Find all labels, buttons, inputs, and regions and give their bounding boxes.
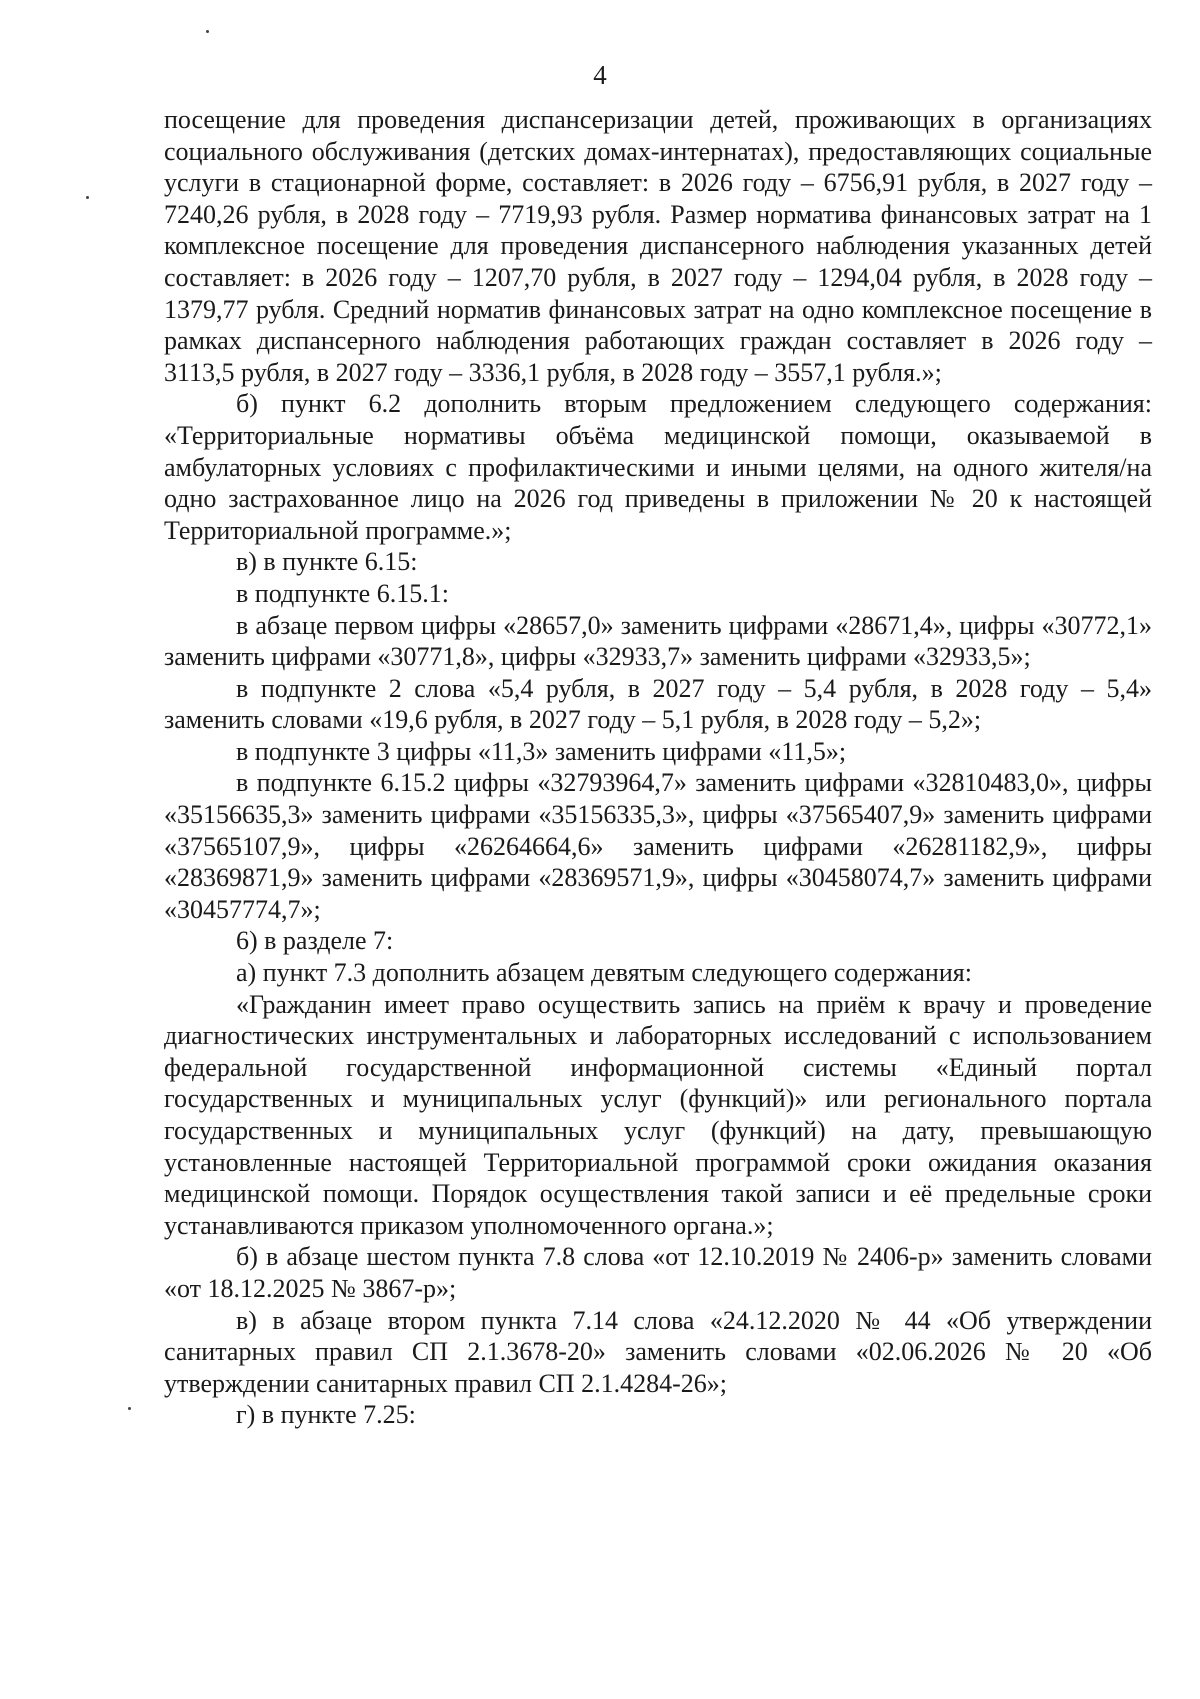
page-number: 4 xyxy=(593,60,607,90)
scan-speck xyxy=(86,196,89,199)
paragraph-item-b-6-2: б) пункт 6.2 дополнить вторым предложением следующего содержания: «Территориальные нормативы объёма медицинской помощи, оказываемой в амбулаторных условиях с профилактическими и иными целями, на одного жителя/на одно застрахованное лицо на 2026 год приведены в приложении № 20 к настоящей Территориальной программе.»; xyxy=(164,389,1152,545)
paragraph-subitem-3: в подпункте 3 цифры «11,3» заменить цифрами «11,5»; xyxy=(236,736,847,766)
scan-speck xyxy=(128,1407,131,1410)
paragraph-subitem-6-15-2: в подпункте 6.15.2 цифры «32793964,7» заменить цифрами «32810483,0», цифры «35156635,3» заменить цифрами «35156335,3», цифры «37565407,9» заменить цифрами «37565107,9», цифры «26264664,6» заменить цифрами «26281182,9», цифры «28369871,9» заменить цифрами «28369571,9», цифры «30458074,7» заменить цифрами «30457774,7»; xyxy=(164,768,1152,924)
paragraph-item-g-7-25: г) в пункте 7.25: xyxy=(236,1400,416,1430)
paragraph-subitem-2: в подпункте 2 слова «5,4 рубля, в 2027 году – 5,4 рубля, в 2028 году – 5,4» заменить словами «19,6 рубля, в 2027 году – 5,1 рубля, в 2028 году – 5,2»; xyxy=(164,673,1152,735)
scan-speck xyxy=(206,30,209,33)
paragraph-item-v-7-14: в) в абзаце втором пункта 7.14 слова «24.12.2020 № 44 «Об утверждении санитарных правил СП 2.1.3678-20» заменить словами «02.06.2026 № 20 «Об утверждении санитарных правил СП 2.1.4284-26»; xyxy=(164,1305,1152,1398)
paragraph-subitem-6-15-1: в подпункте 6.15.1: xyxy=(236,578,449,608)
paragraph-item-a-7-3: а) пункт 7.3 дополнить абзацем девятым следующего содержания: xyxy=(236,958,972,988)
document-body xyxy=(164,104,1152,1431)
paragraph-first-abzac: в абзаце первом цифры «28657,0» заменить цифрами «28671,4», цифры «30772,1» заменить цифрами «30771,8», цифры «32933,7» заменить цифрами «32933,5»; xyxy=(164,610,1152,672)
paragraph-item-b-7-8: б) в абзаце шестом пункта 7.8 слова «от 12.10.2019 № 2406-р» заменить словами «от 18.12.2025 № 3867-р»; xyxy=(164,1242,1152,1303)
paragraph-section-7: 6) в разделе 7: xyxy=(236,926,394,956)
paragraph-item-v-6-15: в) в пункте 6.15: xyxy=(236,547,418,577)
paragraph-continued: посещение для проведения диспансеризации детей, проживающих в организациях социального обслуживания (детских домах-интернатах), предоставляющих социальные услуги в стационарной форме, составляет: в 2026 году – 6756,91 рубля, в 2027 году – 7240,26 рубля, в 2028 году – 7719,93 рубля. Размер норматива финансовых затрат на 1 комплексное посещение для проведения диспансерного наблюдения указанных детей составляет: в 2026 году – 1207,70 рубля, в 2027 году – 1294,04 рубля, в 2028 году – 1379,77 рубля. Средний норматив финансовых затрат на одно комплексное посещение в рамках диспансерного наблюдения работающих граждан составляет в 2026 году – 3113,5 рубля, в 2027 году – 3336,1 рубля, в 2028 году – 3557,1 рубля.»; xyxy=(164,105,1152,387)
paragraph-quote-citizen-right: «Гражданин имеет право осуществить запись на приём к врачу и проведение диагностических инструментальных и лабораторных исследований с использованием федеральной государственной информационной системы «Единый портал государственных и муниципальных услуг (функций)» или регионального портала государственных и муниципальных услуг (функций) на дату, превышающую установленные настоящей Территориальной программой сроки ожидания оказания медицинской помощи. Порядок осуществления такой записи и её предельные сроки устанавливаются приказом уполномоченного органа.»; xyxy=(164,989,1152,1240)
